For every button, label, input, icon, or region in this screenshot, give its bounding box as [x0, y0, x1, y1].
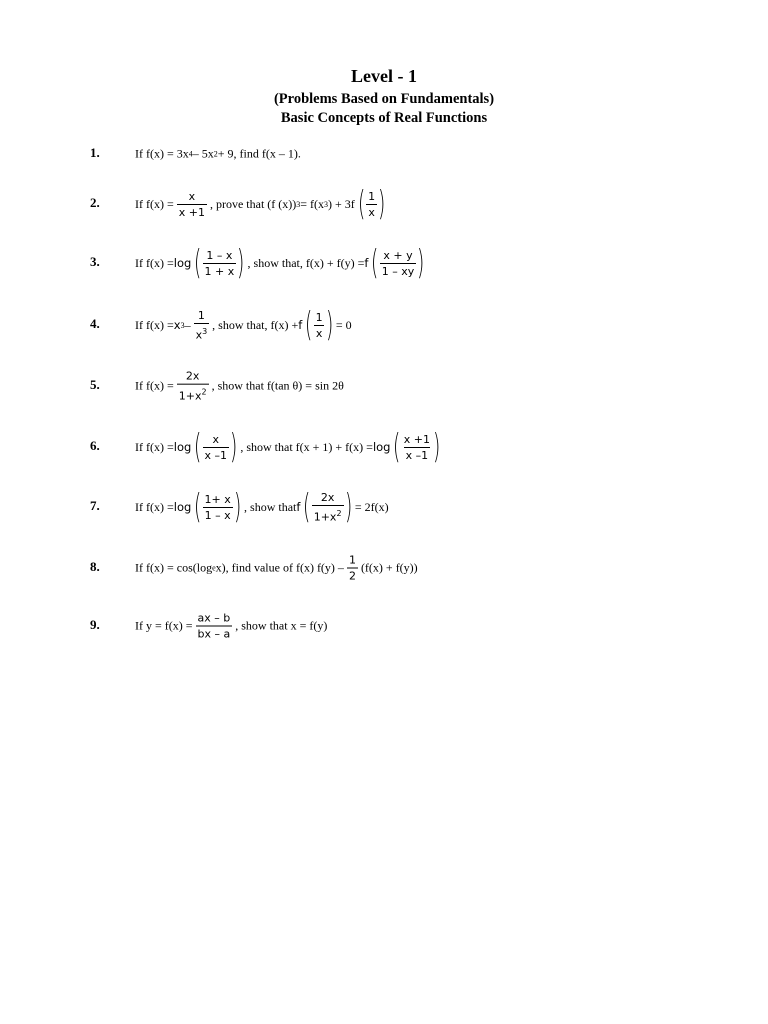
- denominator: [194, 323, 210, 342]
- numerator: 1 – x: [206, 248, 233, 262]
- problem-statement: [135, 184, 388, 224]
- exponent: 3: [296, 199, 301, 209]
- exponent: 2: [213, 149, 218, 159]
- denominator: [177, 384, 209, 403]
- problem-statement: [135, 305, 352, 345]
- parenthesized-fraction: ( $\frac{1}{x}$ ): [357, 184, 386, 224]
- exponent: 3: [324, 199, 329, 209]
- topic-heading: Basic Concepts of Real Functions: [280, 110, 488, 126]
- problem-statement: [135, 147, 301, 162]
- function-name: log: [173, 500, 192, 514]
- parenthesized-fraction: ( $\frac{x +1}{x -1}$ ): [393, 427, 441, 467]
- variable: x: [173, 318, 181, 332]
- text: x), find value of f(x) f(y) –: [215, 560, 344, 575]
- fraction: [366, 190, 377, 219]
- problem-number: 5.: [90, 377, 100, 392]
- fraction: [402, 433, 432, 462]
- fraction: [203, 493, 233, 522]
- parenthesized-fraction: ( $\frac{1 - x}{1 + x}$ ): [194, 243, 245, 283]
- numerator: 1: [197, 308, 205, 322]
- denominator: 1 + x: [204, 264, 235, 278]
- problem-statement: [135, 554, 418, 583]
- text: If y = f(x) =: [135, 618, 193, 633]
- text: If f(x) =: [135, 499, 174, 514]
- problem-number: 3.: [90, 254, 100, 269]
- text: ) + 3f: [328, 196, 355, 211]
- denominator: 1 – xy: [381, 264, 415, 278]
- fraction: [312, 491, 344, 524]
- numerator: 1: [315, 310, 323, 324]
- exponent: 3: [180, 320, 185, 330]
- problem-number: 8.: [90, 559, 100, 574]
- problem-number: 6.: [90, 438, 100, 453]
- denominator: 1 – x: [204, 508, 231, 522]
- numerator: 1+ x: [204, 492, 231, 506]
- function-name: f: [296, 500, 301, 514]
- text: If f(x) =: [135, 439, 174, 454]
- subscript: e: [212, 563, 216, 573]
- problem-number: 9.: [90, 617, 100, 632]
- problem-statement: [135, 487, 389, 527]
- text: (f(x) + f(y)): [360, 560, 418, 575]
- text: –: [184, 317, 191, 332]
- parenthesized-fraction: ( $\frac{2x}{1+x^2}$ ): [303, 487, 352, 527]
- problem-number: 2.: [90, 195, 100, 210]
- denominator: x: [315, 326, 323, 340]
- fraction: [177, 190, 207, 219]
- function-name: f: [364, 256, 369, 270]
- numerator: x: [212, 432, 220, 446]
- text: If f(x) = cos(log: [135, 560, 213, 575]
- exponent: 3: [202, 326, 208, 336]
- denominator: x: [368, 205, 375, 219]
- text: , show that, f(x) +: [212, 317, 299, 332]
- problem-number: 7.: [90, 498, 100, 513]
- text: If f(x) =: [135, 255, 174, 270]
- function-name: f: [298, 318, 303, 332]
- function-name: log: [173, 256, 192, 270]
- fraction: [347, 554, 358, 583]
- problem-number: 1.: [90, 145, 100, 160]
- numerator: 2x: [185, 369, 200, 383]
- function-name: log: [372, 440, 391, 454]
- numerator: 1: [348, 553, 356, 567]
- subtitle: (Problems Based on Fundamentals): [273, 91, 495, 107]
- denominator-base: x: [195, 328, 203, 342]
- fraction: [194, 309, 210, 342]
- denominator: [312, 505, 344, 524]
- numerator: x: [188, 189, 196, 203]
- fraction: [177, 370, 209, 403]
- text: = 0: [335, 317, 352, 332]
- text: , prove that (f (x)): [209, 196, 297, 211]
- parenthesized-fraction: ( $\frac{1+ x}{1 - x}$ ): [194, 487, 242, 527]
- denominator: x –1: [204, 448, 228, 462]
- denominator: x +1: [178, 205, 205, 219]
- text: , show that, f(x) + f(y) =: [247, 255, 365, 270]
- text: , show that f(x + 1) + f(x) =: [240, 439, 373, 454]
- numerator: x +1: [403, 432, 430, 446]
- text: If f(x) =: [135, 317, 174, 332]
- denominator-base: 1+x: [178, 389, 202, 403]
- text: + 9, find f(x – 1).: [217, 146, 301, 161]
- exponent: 4: [188, 149, 193, 159]
- text: – 5x: [192, 146, 214, 161]
- text: = 2f(x): [354, 499, 389, 514]
- text: If f(x) =: [135, 378, 174, 393]
- numerator: 1: [368, 189, 376, 203]
- denominator: x –1: [405, 448, 429, 462]
- parenthesized-fraction: ( $\frac{1}{x}$ ): [305, 305, 333, 345]
- problem-statement: [135, 370, 344, 403]
- text: If f(x) = 3x: [135, 146, 189, 161]
- denominator: 2: [348, 569, 356, 583]
- text: , show that f(tan θ) = sin 2θ: [211, 378, 344, 393]
- level-heading: Level - 1: [351, 66, 417, 86]
- numerator: ax – b: [197, 611, 231, 625]
- function-name: log: [173, 440, 192, 454]
- fraction: [314, 311, 325, 340]
- denominator-base: 1+x: [313, 510, 337, 524]
- text: = f(x: [300, 196, 325, 211]
- problem-statement: [135, 612, 327, 641]
- numerator: 2x: [320, 490, 335, 504]
- exponent: 2: [336, 508, 342, 518]
- fraction: [196, 612, 233, 641]
- problem-number: 4.: [90, 316, 100, 331]
- text: If f(x) =: [135, 196, 174, 211]
- text: , show that: [244, 499, 297, 514]
- fraction: [380, 249, 417, 278]
- parenthesized-fraction: ( $\frac{x}{x -1}$ ): [194, 427, 238, 467]
- fraction: [203, 249, 237, 278]
- parenthesized-fraction: ( $\frac{x + y}{1 - xy}$ ): [371, 243, 425, 283]
- denominator: bx – a: [197, 627, 231, 641]
- problem-statement: [135, 427, 443, 467]
- exponent: 2: [201, 387, 207, 397]
- text: , show that x = f(y): [235, 618, 328, 633]
- fraction: [203, 433, 230, 462]
- numerator: x + y: [383, 248, 413, 262]
- problem-statement: [135, 243, 427, 283]
